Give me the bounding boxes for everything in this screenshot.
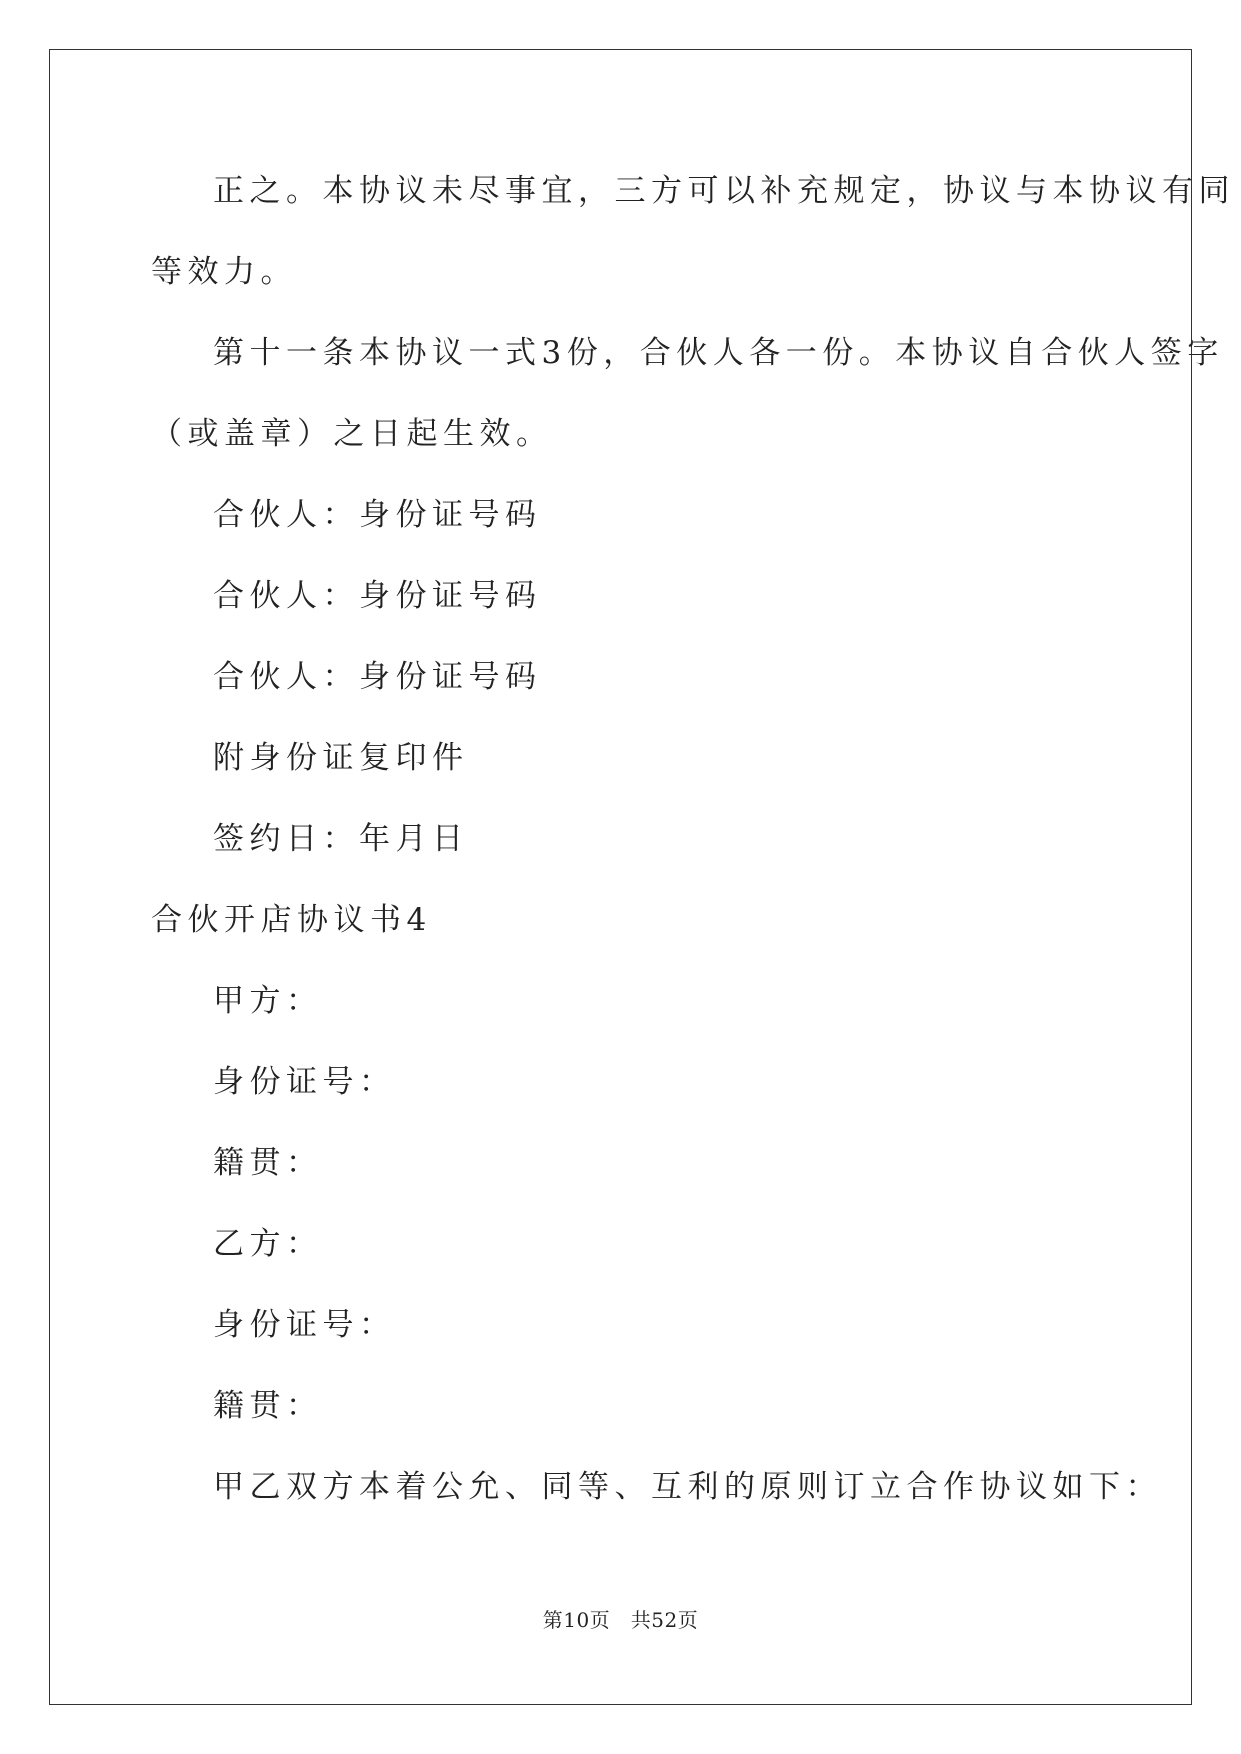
agreement-intro: 甲乙双方本着公允、同等、互利的原则订立合作协议如下：: [213, 1469, 1162, 1505]
paragraph-line: （或盖章）之日起生效。: [151, 416, 553, 452]
paragraph-line: 正之。本协议未尽事宜，三方可以补充规定，协议与本协议有同: [213, 173, 1235, 209]
party-b-origin-label: 籍贯：: [213, 1388, 323, 1424]
paragraph-line: 等效力。: [151, 254, 297, 290]
signing-date: 签约日：年月日: [213, 821, 469, 857]
page-border: [49, 49, 1192, 1705]
party-b-id-label: 身份证号：: [213, 1307, 396, 1343]
party-a-id-label: 身份证号：: [213, 1064, 396, 1100]
party-a-origin-label: 籍贯：: [213, 1145, 323, 1181]
attachment-note: 附身份证复印件: [213, 740, 469, 776]
party-a-label: 甲方：: [213, 983, 323, 1019]
partner-id-line: 合伙人：身份证号码: [213, 497, 542, 533]
party-b-label: 乙方：: [213, 1226, 323, 1262]
page-number: 第10页 共52页: [542, 1608, 699, 1632]
paragraph-line: 第十一条本协议一式3份，合伙人各一份。本协议自合伙人签字: [213, 335, 1224, 371]
section-title: 合伙开店协议书4: [151, 902, 432, 938]
partner-id-line: 合伙人：身份证号码: [213, 578, 542, 614]
partner-id-line: 合伙人：身份证号码: [213, 659, 542, 695]
